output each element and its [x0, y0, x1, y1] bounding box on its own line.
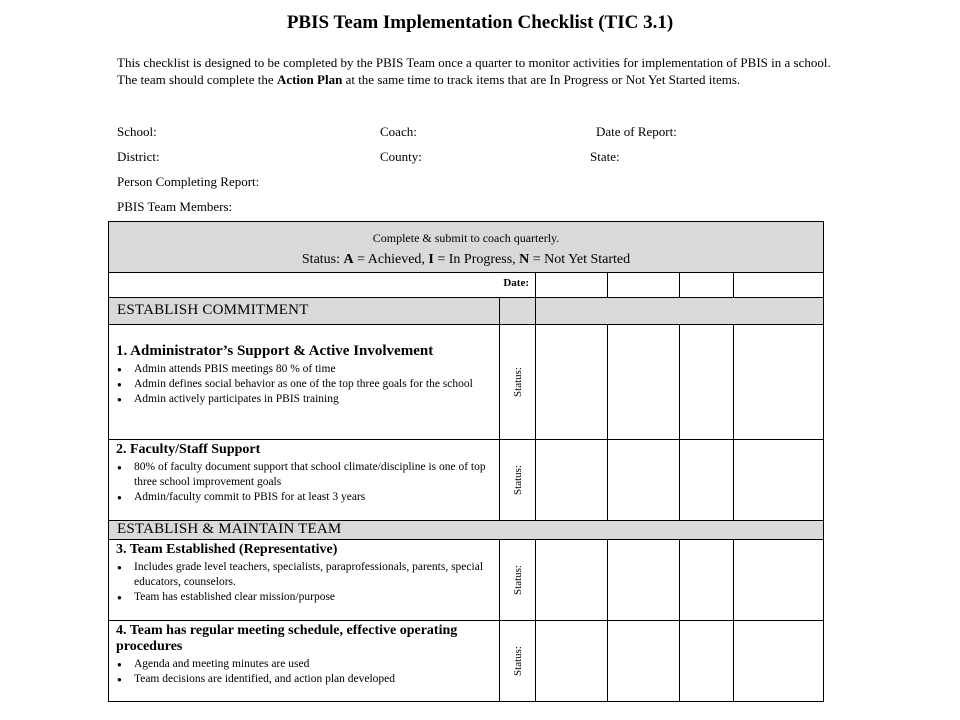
status-label-cell-1	[500, 325, 536, 440]
status-input-3-q4[interactable]	[734, 540, 824, 621]
status-legend-prefix: Status:	[301, 252, 344, 267]
status-input-4-q1[interactable]	[536, 621, 608, 702]
status-label: Status:	[511, 367, 524, 397]
status-input-4-q2[interactable]	[608, 621, 680, 702]
table-header-cell	[109, 222, 824, 273]
checklist-item-2	[109, 440, 500, 521]
status-input-2-q2[interactable]	[608, 440, 680, 521]
intro-bold-action-plan: Action Plan	[276, 72, 343, 87]
checklist-item-row-3	[109, 540, 824, 621]
section-title-commitment: ESTABLISH COMMITMENT	[109, 298, 500, 325]
county-field-label: County:	[380, 149, 422, 164]
checklist-item-1	[109, 325, 500, 440]
school-field-label: School:	[117, 124, 157, 139]
status-label: Status:	[511, 465, 524, 495]
date-of-report-field-label: Date of Report:	[596, 124, 677, 139]
status-input-1-q1[interactable]	[536, 325, 608, 440]
status-label-cell-2	[500, 440, 536, 521]
status-input-2-q4[interactable]	[734, 440, 824, 521]
intro-text-2: at the same time to track items that are In Progress or Not Yet Started items.	[342, 72, 741, 87]
status-input-3-q3[interactable]	[680, 540, 734, 621]
status-label-cell-4	[500, 621, 536, 702]
status-label: Status:	[511, 646, 524, 676]
status-input-4-q4[interactable]	[734, 621, 824, 702]
bullet-item: ● Team has established clear mission/purpose	[134, 590, 495, 605]
bullet-item: ● 80% of faculty document support that school climate/discipline is one of top three school improvement goals	[134, 460, 495, 490]
intro-text-1: This checklist is designed to be completed by the PBIS Team once a quarter to monitor activities for implementation of PBIS in a school. The team should complete the	[117, 55, 831, 87]
status-legend	[109, 246, 823, 268]
checklist-item-row-4	[109, 621, 824, 702]
bullet-item: ● Admin attends PBIS meetings 80 % of time	[134, 362, 495, 377]
status-text-a: = Achieved,	[353, 252, 429, 267]
status-input-3-q1[interactable]	[536, 540, 608, 621]
item-bullets-4	[116, 657, 495, 687]
team-members-field-label: PBIS Team Members:	[117, 199, 233, 214]
state-field-label: State:	[590, 149, 620, 164]
date-input-cell-3[interactable]	[680, 273, 734, 298]
date-input-cell-4[interactable]	[734, 273, 824, 298]
status-input-3-q2[interactable]	[608, 540, 680, 621]
date-label: Date:	[109, 273, 536, 298]
item-title-4: 4. Team has regular meeting schedule, effective operating procedures	[116, 623, 458, 654]
status-label: Status:	[511, 565, 524, 595]
item-title-1: 1. Administrator’s Support & Active Involvement	[116, 343, 434, 359]
status-text-n: = Not Yet Started	[529, 252, 631, 267]
bullet-item: ● Includes grade level teachers, specialists, paraprofessionals, parents, special educators, counselors.	[134, 560, 495, 590]
section-row-team	[109, 521, 824, 540]
intro-paragraph	[117, 54, 837, 88]
bullet-item: ● Admin defines social behavior as one of the top three goals for the school	[134, 377, 495, 392]
section-title-team: ESTABLISH & MAINTAIN TEAM	[109, 521, 824, 540]
header-instruction: Complete & submit to coach quarterly.	[372, 231, 560, 245]
district-field-label: District:	[117, 149, 160, 164]
status-code-i: I	[428, 252, 434, 267]
item-title-3: 3. Team Established (Representative)	[116, 542, 338, 557]
checklist-item-4	[109, 621, 500, 702]
person-completing-field-label: Person Completing Report:	[117, 174, 260, 189]
item-bullets-3	[116, 560, 495, 605]
status-code-n: N	[519, 252, 530, 267]
coach-field-label: Coach:	[380, 124, 417, 139]
status-text-i: = In Progress,	[433, 252, 520, 267]
checklist-item-row-1	[109, 325, 824, 440]
date-row	[109, 273, 824, 298]
status-input-2-q1[interactable]	[536, 440, 608, 521]
bullet-item: ● Agenda and meeting minutes are used	[134, 657, 495, 672]
date-input-cell-1[interactable]	[536, 273, 608, 298]
status-input-1-q3[interactable]	[680, 325, 734, 440]
item-bullets-1	[116, 362, 495, 407]
status-code-a: A	[343, 252, 354, 267]
bullet-item: ● Admin/faculty commit to PBIS for at least 3 years	[134, 490, 495, 505]
bullet-item: ● Team decisions are identified, and action plan developed	[134, 672, 495, 687]
checklist-item-3	[109, 540, 500, 621]
checklist-table	[108, 221, 824, 702]
status-input-4-q3[interactable]	[680, 621, 734, 702]
date-input-cell-2[interactable]	[608, 273, 680, 298]
page-title: PBIS Team Implementation Checklist (TIC 3.1)	[286, 12, 674, 33]
bullet-item: ● Admin actively participates in PBIS training	[134, 392, 495, 407]
table-header-row	[109, 222, 824, 273]
item-title-2: 2. Faculty/Staff Support	[116, 442, 261, 457]
checklist-item-row-2	[109, 440, 824, 521]
status-input-1-q4[interactable]	[734, 325, 824, 440]
status-input-1-q2[interactable]	[608, 325, 680, 440]
section-row-commitment	[109, 298, 824, 325]
item-bullets-2	[116, 460, 495, 505]
status-input-2-q3[interactable]	[680, 440, 734, 521]
status-label-cell-3	[500, 540, 536, 621]
